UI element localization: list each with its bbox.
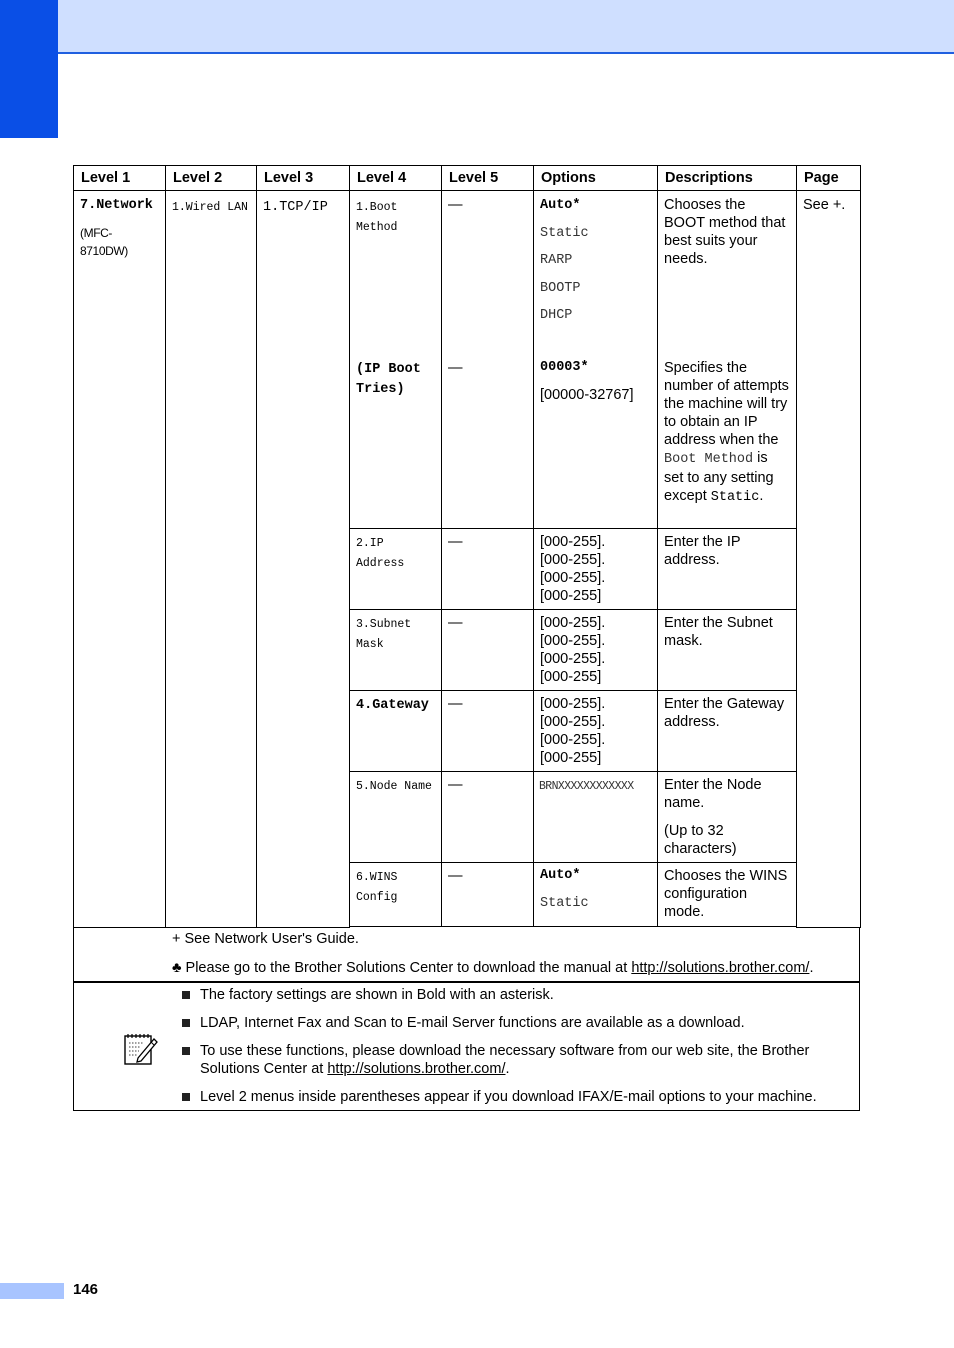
chapter-tab (0, 0, 58, 138)
option-value: Static (540, 895, 589, 911)
option-value: [000-255]. (540, 633, 606, 649)
option-value: [000-255]. (540, 534, 606, 550)
description-cell (658, 772, 797, 863)
level4-label: 5.Node Name (356, 780, 432, 793)
level5-value: — (448, 197, 463, 213)
options-cell (534, 529, 658, 610)
option-value: [000-255] (540, 750, 602, 766)
level5-value: — (448, 615, 463, 631)
header-band (0, 0, 954, 54)
note-box (73, 982, 860, 1111)
level4-cell (350, 529, 442, 610)
level1-model-note: (MFC-8710DW) (80, 226, 128, 258)
header-descriptions: Descriptions (658, 166, 797, 191)
table-header-row (74, 166, 861, 191)
header-options: Options (534, 166, 658, 191)
page-reference: See +. (803, 197, 846, 213)
description-cell (658, 191, 797, 355)
level4-label: 1.Boot Method (356, 201, 398, 234)
description-note: (Up to 32 characters) (664, 823, 737, 857)
description-cell (658, 610, 797, 691)
option-value: [000-255]. (540, 615, 606, 631)
description-text: . (759, 487, 764, 504)
note-pencil-icon (122, 1031, 158, 1067)
option-value: [000-255]. (540, 570, 606, 586)
menu-table (73, 165, 861, 928)
option-value: 00003* (540, 359, 589, 375)
table-row (74, 191, 861, 355)
level4-cell (350, 691, 442, 772)
description-text: Enter the Node name. (664, 777, 762, 811)
option-value: [000-255] (540, 669, 602, 685)
level5-value: — (448, 777, 463, 793)
list-item: The factory settings are shown in Bold with an asterisk. (180, 986, 840, 1004)
option-value: Auto* (540, 868, 581, 883)
description-cell (658, 355, 797, 529)
level4-cell (350, 191, 442, 355)
option-value: RARP (540, 253, 573, 268)
page-cell (797, 191, 861, 928)
footnote-box (73, 927, 860, 982)
option-value: BRNXXXXXXXXXXXX (539, 780, 634, 793)
page-number-bar (0, 1283, 64, 1299)
level4-cell (350, 355, 442, 529)
option-value: [000-255]. (540, 732, 606, 748)
level5-cell (442, 691, 534, 772)
note-end: . (505, 1061, 510, 1077)
level5-cell (442, 529, 534, 610)
description-cell (658, 863, 797, 927)
level1-label: 7.Network (80, 198, 153, 213)
option-value: Auto* (540, 198, 581, 213)
list-item (180, 1042, 840, 1078)
option-value: [000-255] (540, 588, 602, 604)
option-value: [000-255]. (540, 651, 606, 667)
level5-value: — (448, 868, 463, 884)
level3-label: 1.TCP/IP (263, 200, 328, 215)
description-text: Chooses the WINS configuration mode. (664, 868, 788, 920)
option-value: [000-255]. (540, 714, 606, 730)
level5-value: — (448, 359, 463, 376)
header-level4: Level 4 (350, 166, 442, 191)
description-text: Enter the Gateway address. (664, 696, 785, 730)
footnote-solutions-center (172, 960, 813, 976)
level5-cell (442, 610, 534, 691)
level5-value: — (448, 696, 463, 712)
option-value: [00000-32767] (540, 387, 634, 403)
footnote-text: ♣ Please go to the Brother Solutions Center to download the manual at (172, 960, 632, 976)
level4-label: 4.Gateway (356, 698, 429, 713)
description-text: Enter the IP address. (664, 534, 741, 568)
level5-cell (442, 355, 534, 529)
level4-label: 3.Subnet Mask (356, 618, 412, 651)
note-list (180, 986, 840, 1116)
level4-cell (350, 863, 442, 927)
option-value: [000-255]. (540, 552, 606, 568)
level5-cell (442, 191, 534, 355)
header-level2: Level 2 (166, 166, 257, 191)
options-cell (534, 863, 658, 927)
level4-cell (350, 610, 442, 691)
options-cell (534, 610, 658, 691)
option-value: [000-255]. (540, 696, 606, 712)
options-cell (534, 355, 658, 529)
options-cell (534, 691, 658, 772)
level3-cell (257, 191, 350, 928)
level2-cell (166, 191, 257, 928)
option-value: BOOTP (540, 280, 581, 296)
level4-label: 6.WINS Config (356, 871, 398, 904)
description-inline-code: Static (710, 489, 760, 505)
description-text: is set to any setting except (664, 449, 774, 504)
description-text: Specifies the number of attempts the machine will try to obtain an IP address when the (664, 359, 789, 448)
list-item: LDAP, Internet Fax and Scan to E-mail Server functions are available as a download. (180, 1014, 840, 1032)
description-cell (658, 691, 797, 772)
solutions-link[interactable]: http://solutions.brother.com/ (327, 1061, 506, 1077)
description-text: Enter the Subnet mask. (664, 615, 773, 649)
description-text: Chooses the BOOT method that best suits your needs. (664, 197, 786, 267)
footnote-network-guide: + See Network User's Guide. (172, 931, 359, 947)
level5-value: — (448, 534, 463, 550)
description-cell (658, 529, 797, 610)
level2-label: 1.Wired LAN (172, 201, 248, 214)
note-text: To use these functions, please download the necessary software from our web site, the Brother Solutions Center at (200, 1043, 810, 1077)
level4-label: (IP Boot Tries) (356, 361, 421, 397)
option-value: DHCP (540, 308, 573, 323)
option-value: Static (540, 225, 589, 241)
list-item: Level 2 menus inside parentheses appear if you download IFAX/E-mail options to your machine. (180, 1088, 840, 1106)
header-page: Page (797, 166, 861, 191)
level1-cell (74, 191, 166, 928)
description-inline-code: Boot Method (664, 451, 754, 467)
page-number: 146 (73, 1281, 99, 1298)
level4-cell (350, 772, 442, 863)
header-level3: Level 3 (257, 166, 350, 191)
solutions-link[interactable]: http://solutions.brother.com/ (631, 960, 810, 976)
header-level1: Level 1 (74, 166, 166, 191)
level4-label: 2.IP Address (356, 537, 405, 570)
header-level5: Level 5 (442, 166, 534, 191)
level5-cell (442, 772, 534, 863)
level5-cell (442, 863, 534, 927)
options-cell (534, 772, 658, 863)
options-cell (534, 191, 658, 355)
footnote-end: . (809, 960, 814, 976)
